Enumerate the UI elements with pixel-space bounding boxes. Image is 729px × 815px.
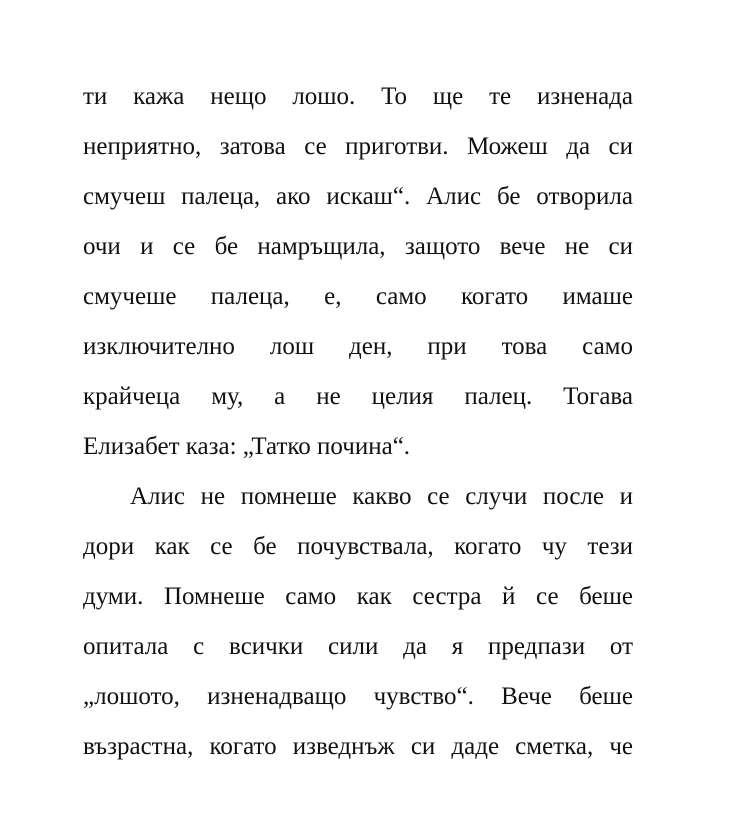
text-line: крайчеца му, а не целия палец. Тогава (83, 383, 633, 410)
text-line: „лошото, изненадващо чувство“. Вече беше (83, 683, 633, 710)
paragraph-1 (83, 72, 633, 472)
text-line: изключително лош ден, при това само (83, 333, 633, 360)
text-line: дори как се бе почувствала, когато чу тези (83, 533, 633, 560)
text-line: очи и се бе намръщила, защото вече не си (83, 233, 633, 260)
paragraph-2 (83, 472, 633, 772)
text-line: смучеше палеца, е, само когато имаше (83, 283, 633, 310)
text-line: възрастна, когато изведнъж си даде сметка, че (83, 733, 633, 760)
text-line: неприятно, затова се приготви. Можеш да си (83, 133, 633, 160)
text-line: опитала с всички сили да я предпази от (83, 633, 633, 660)
text-line: думи. Помнеше само как сестра й се беше (83, 583, 633, 610)
text-line: смучеш палеца, ако искаш“. Алис бе отворила (83, 183, 633, 210)
body-text (83, 72, 633, 772)
text-line: ти кажа нещо лошо. То ще те изненада (83, 83, 633, 110)
text-line: Елизабет каза: „Татко почина“. (83, 433, 411, 460)
text-line: Алис не помнеше какво се случи после и (130, 483, 633, 510)
